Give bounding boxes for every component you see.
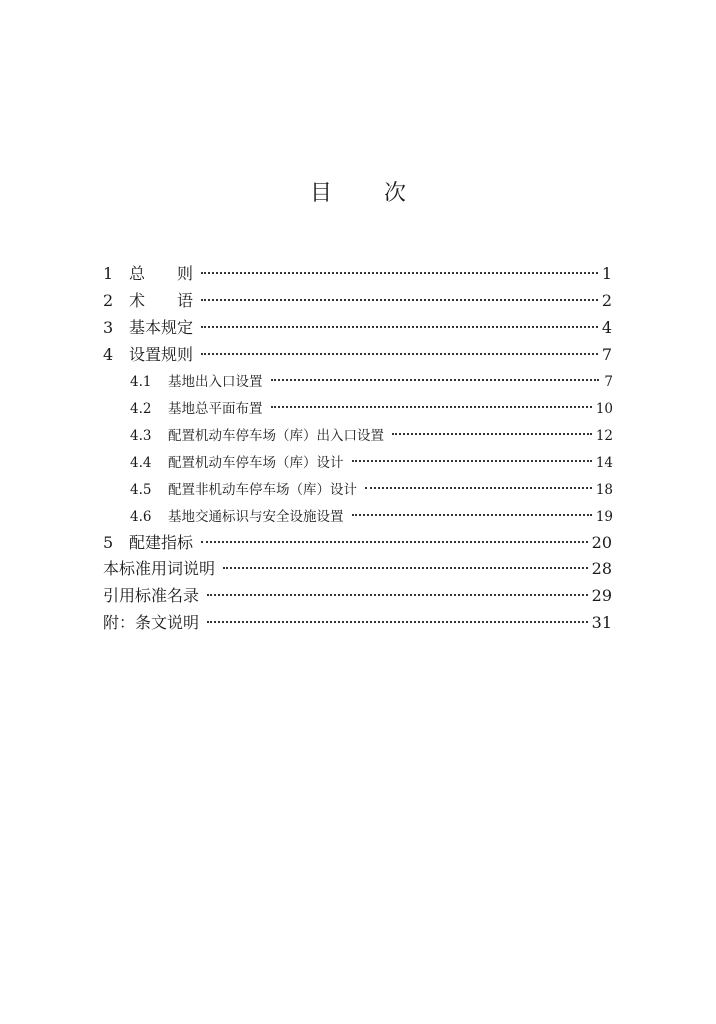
dot-leader xyxy=(271,406,592,408)
dot-leader xyxy=(223,567,588,569)
toc-entry-label: 设置规则 xyxy=(129,345,194,364)
toc-entry-number: 5 xyxy=(103,533,114,552)
toc-entry-4-6[interactable] xyxy=(130,505,613,529)
toc-entry-3[interactable] xyxy=(103,316,612,340)
toc-entry-number: 4.2 xyxy=(130,401,152,417)
dot-leader xyxy=(365,487,592,489)
toc-entry-number: 4.4 xyxy=(130,455,152,471)
dot-leader xyxy=(201,326,598,328)
toc-entry-label: 引用标准名录 xyxy=(103,586,200,605)
toc-entry-label: 术 语 xyxy=(129,291,194,310)
page-title-char-2: 次 xyxy=(384,181,407,206)
toc-entry-page: 19 xyxy=(595,509,613,525)
toc-entry-references[interactable] xyxy=(103,584,612,608)
toc-entry-page: 7 xyxy=(604,374,613,390)
toc-entry-label: 基地出入口设置 xyxy=(168,374,263,390)
toc-entry-page: 20 xyxy=(591,533,612,552)
page-title-char-1: 目 xyxy=(309,181,332,206)
dot-leader xyxy=(392,433,592,435)
toc-entry-label: 基地总平面布置 xyxy=(168,401,263,417)
toc-entry-number: 2 xyxy=(103,291,114,310)
toc-entry-number: 4.5 xyxy=(130,482,152,498)
toc-entry-page: 28 xyxy=(591,559,612,578)
toc-entry-number: 1 xyxy=(103,264,114,283)
toc-entry-page: 12 xyxy=(595,428,613,444)
toc-entry-page: 7 xyxy=(601,345,612,364)
dot-leader xyxy=(201,272,598,274)
toc-entry-label: 配置机动车停车场（库）设计 xyxy=(168,455,344,471)
toc-entry-page: 14 xyxy=(595,455,613,471)
toc-entry-4-5[interactable] xyxy=(130,478,613,502)
toc-entry-page: 31 xyxy=(591,613,612,632)
toc-entry-label: 基本规定 xyxy=(129,318,194,337)
toc-entry-number: 4.6 xyxy=(130,509,152,525)
toc-entry-number: 4.1 xyxy=(130,374,152,390)
toc-entry-label: 附：条文说明 xyxy=(103,613,200,632)
toc-entry-number: 3 xyxy=(103,318,114,337)
toc-entry-2[interactable] xyxy=(103,289,612,313)
toc-entry-page: 18 xyxy=(595,482,613,498)
dot-leader xyxy=(271,379,600,381)
toc-entry-4[interactable] xyxy=(103,343,612,367)
dot-leader xyxy=(201,541,588,543)
toc-entry-number: 4 xyxy=(103,345,114,364)
dot-leader xyxy=(201,353,598,355)
toc-entry-page: 4 xyxy=(601,318,612,337)
toc-entry-label: 配置非机动车停车场（库）设计 xyxy=(168,482,357,498)
toc-entry-label: 配置机动车停车场（库）出入口设置 xyxy=(168,428,384,444)
dot-leader xyxy=(201,299,598,301)
toc-entry-5[interactable] xyxy=(103,531,612,555)
toc-entry-number: 4.3 xyxy=(130,428,152,444)
toc-entry-wording[interactable] xyxy=(103,557,612,581)
toc-entry-appendix[interactable] xyxy=(103,611,612,635)
toc-entry-page: 29 xyxy=(591,586,612,605)
toc-entry-label: 基地交通标识与安全设施设置 xyxy=(168,509,344,525)
toc-entry-4-2[interactable] xyxy=(130,397,613,421)
toc-entry-page: 2 xyxy=(601,291,612,310)
toc-entry-page: 1 xyxy=(601,264,612,283)
page-title xyxy=(0,176,716,207)
toc-entry-1[interactable] xyxy=(103,262,612,286)
toc-entry-label: 配建指标 xyxy=(129,533,194,552)
toc-entry-4-3[interactable] xyxy=(130,424,613,448)
toc-entry-label: 总 则 xyxy=(129,264,194,283)
toc-entry-page: 10 xyxy=(595,401,613,417)
toc-entry-4-4[interactable] xyxy=(130,451,613,475)
dot-leader xyxy=(207,594,588,596)
dot-leader xyxy=(352,514,592,516)
dot-leader xyxy=(207,621,588,623)
dot-leader xyxy=(352,460,592,462)
toc-entry-4-1[interactable] xyxy=(130,370,613,394)
toc-entry-label: 本标准用词说明 xyxy=(103,559,216,578)
